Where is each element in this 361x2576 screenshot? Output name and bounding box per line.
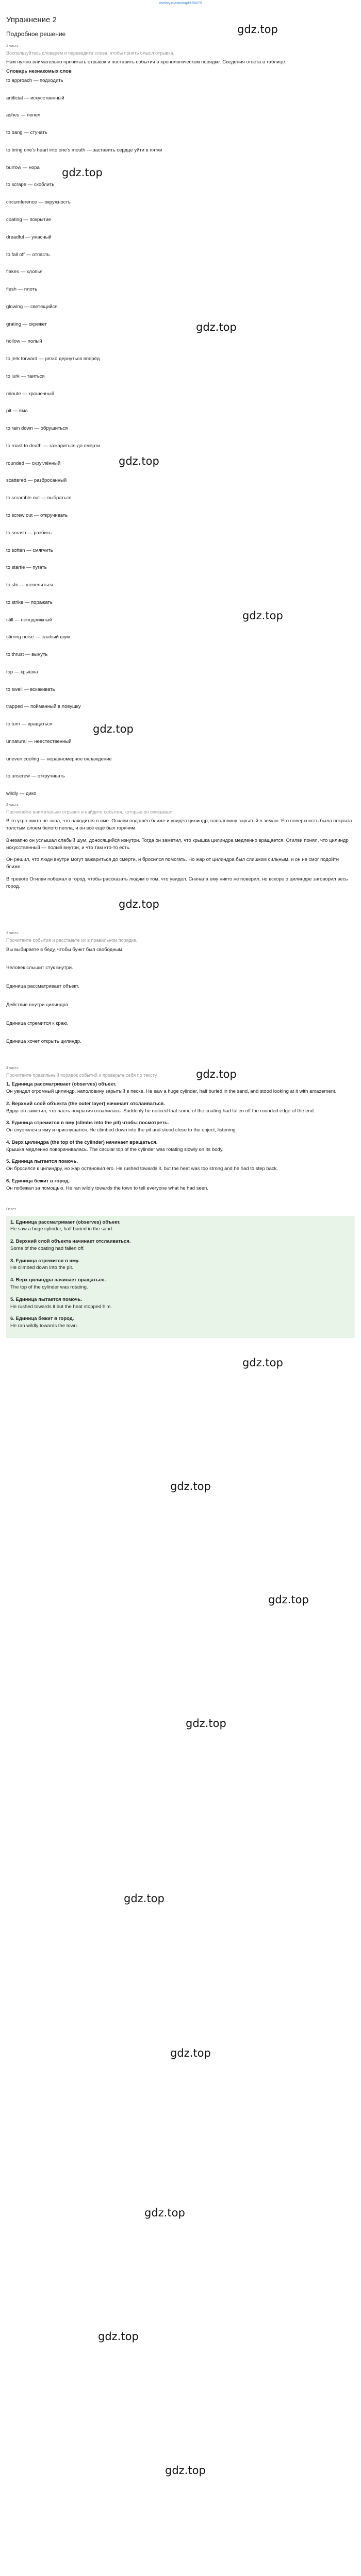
word-item: to scramble out — выбраться <box>6 495 72 501</box>
word-item: to scrape — скоблить <box>6 182 55 188</box>
word-item: to unscrew — откручивать <box>6 773 65 779</box>
page-title: Упражнение 2 <box>6 15 57 24</box>
option-item: Единица рассматривает объект. <box>6 984 79 990</box>
step-item <box>6 1120 355 1134</box>
task-description: Воспользуйтесь словарём и переведите слова, чтобы понять смысл отрывка. <box>6 50 175 56</box>
step-text: Он побежал за помощью. He ran wildly towards the town to tell everyone what he had seen. <box>6 1185 208 1191</box>
word-item: uneven cooling — неравномерное охлаждение <box>6 756 112 762</box>
word-item: to fall off — отпасть <box>6 251 50 258</box>
step-item <box>10 1258 351 1272</box>
word-item: to bang — стучать <box>6 130 47 136</box>
step-heading: 4. Верх цилиндра начинает вращаться. <box>10 1277 106 1283</box>
watermark: gdz.top <box>165 2464 206 2477</box>
step-heading: 6. Единица бежит в город. <box>6 1178 70 1184</box>
word-item: still — неподвижный <box>6 617 52 623</box>
task-description: Прочитайте правильный порядок событий и проверьте себя по тексту. <box>6 1073 158 1078</box>
word-item: burrow — нора <box>6 164 40 171</box>
word-item: unnatural — неестественный <box>6 738 72 744</box>
word-item: grating — скрежет <box>6 321 47 327</box>
watermark: gdz.top <box>98 2330 139 2343</box>
watermark: gdz.top <box>196 321 237 333</box>
steps-list <box>6 1081 355 1192</box>
watermark: gdz.top <box>242 1357 283 1369</box>
word-item: to thrust — вынуть <box>6 652 48 658</box>
option-item: Человек слышит стук внутри. <box>6 965 73 971</box>
task-description: Прочитайте события и расставьте их в правильном порядке. <box>6 938 138 943</box>
word-item: artificial — искусственный <box>6 95 64 101</box>
step-heading: 6. Единица бежит в город. <box>10 1316 74 1322</box>
passage-paragraph: В то утро никто не знал, что находится в яме. Огилви подошёл ближе и увидел цилиндр, наполовину зарытый в землю. Его поверхность была покрыта толстым слоем белого пепла, и он всё ещё был горячим. <box>6 818 352 831</box>
watermark: gdz.top <box>170 2047 211 2059</box>
watermark: gdz.top <box>268 1594 309 1606</box>
word-item: stirring noise — слабый шум <box>6 634 70 640</box>
step-text: He ran wildly towards the town. <box>10 1323 78 1329</box>
watermark: gdz.top <box>170 1480 211 1493</box>
task-label: 4 часть <box>6 1066 19 1071</box>
watermark: gdz.top <box>119 455 159 467</box>
step-item <box>10 1238 351 1252</box>
task-label: 1 часть <box>6 44 19 48</box>
step-text: Он бросился к цилиндру, но жар остановил его. He rushed towards it, but the heat was too strong and he had to step back. <box>6 1166 278 1172</box>
passage <box>6 818 355 890</box>
watermark: gdz.top <box>144 2207 185 2219</box>
task-label: Ответ <box>6 1208 17 1212</box>
word-item: hollow — полый <box>6 338 42 345</box>
word-item: to stir — шевелиться <box>6 582 53 588</box>
step-item <box>10 1296 351 1311</box>
watermark: gdz.top <box>242 609 283 622</box>
task-intro: Нам нужно внимательно прочитать отрывок и поставить события в хронологическом порядке. Сведения ответа в таблице. <box>6 59 287 65</box>
watermark: gdz.top <box>93 723 134 735</box>
watermark: gdz.top <box>196 1068 237 1080</box>
word-item: to smash — разбить <box>6 530 52 536</box>
word-item: to turn — вращаться <box>6 721 53 727</box>
passage-paragraph: В тревоге Огилви побежал в город, чтобы рассказать людям о том, что увидел. Сначала ему никто не поверил, но вскоре о цилиндре заговорил весь город. <box>6 876 348 889</box>
passage-paragraph: Внезапно он услышал слабый шум, доносящийся изнутри. Тогда он заметил, что крышка цилиндра медленно вращается. Огилви понял, что цилиндр искусственный — полый внутри, и что там кто-то есть. <box>6 837 349 851</box>
word-item: circumference — окружность <box>6 199 71 206</box>
word-item: to swell — вскакивать <box>6 686 55 692</box>
word-item: to approach — подходить <box>6 77 63 83</box>
step-item <box>6 1100 355 1115</box>
step-item <box>10 1277 351 1291</box>
word-item: top — крышка <box>6 669 38 675</box>
task-label: 3 часть <box>6 931 19 936</box>
word-item: to roast to death — зажариться до смерти <box>6 443 100 449</box>
word-item: ashes — пепел <box>6 112 41 118</box>
step-heading: 3. Единица стремится в яму. <box>10 1258 79 1264</box>
answer-summary <box>6 1216 355 1338</box>
step-text: Крышка медленно поворачивалась. The circular top of the cylinder was rotating slowly on its body. <box>6 1146 224 1153</box>
word-item: minute — крошечный <box>6 391 54 397</box>
step-heading: 1. Единица рассматривает (observes) объект. <box>6 1081 117 1088</box>
content <box>0 14 361 1338</box>
step-heading: 4. Верх цилиндра (the top of the cylinder) начинает вращаться. <box>6 1139 158 1145</box>
step-heading: 5. Единица пытается помочь. <box>6 1159 78 1165</box>
word-item: flesh — плоть <box>6 286 38 293</box>
top-link[interactable]: realisty.ru/catalog/id-56879 <box>159 2 202 5</box>
word-item: to strike — поражать <box>6 599 53 605</box>
word-item: to lurk — таиться <box>6 373 45 379</box>
step-text: He climbed down into the pit. <box>10 1265 73 1271</box>
word-item: to bring one’s heart into one’s mouth — заставить сердце уйти в пятки <box>6 147 162 153</box>
step-text: He rushed towards it but the heat stopped him. <box>10 1303 112 1310</box>
word-item: trapped — пойманный в ловушку <box>6 704 81 710</box>
passage-paragraph: Он решил, что люди внутри могут зажариться до смерти, и бросился помогать. Но жар от цилиндра был слишком сильным, и он не смог подойти ближе. <box>6 857 339 870</box>
word-item: to screw out — откручивать <box>6 513 68 518</box>
word-item: scattered — разбросанный <box>6 478 67 484</box>
word-item: flakes — хлопья <box>6 269 43 275</box>
step-text: The top of the cylinder was rotating. <box>10 1284 88 1290</box>
option-item: Единица стремится к краю. <box>6 1020 69 1026</box>
watermark: gdz.top <box>119 898 159 910</box>
word-item: rounded — скруглённый <box>6 460 61 466</box>
step-text: Он увидел огромный цилиндр, наполовину зарытый в песке. He saw a huge cylinder, half buried in the sand, and stood looking at it with amazement. <box>6 1089 337 1095</box>
word-item: wildly — дико <box>6 791 37 797</box>
option-item: Действие внутри цилиндра. <box>6 1002 70 1008</box>
page-subtitle: Подробное решение <box>6 30 66 38</box>
step-heading: 3. Единица стремится в яму (climbs into the pit) чтобы посмотреть. <box>6 1120 169 1126</box>
step-heading: 2. Верхний слой объекта (the outer layer) начинает отслаиваться. <box>6 1100 165 1107</box>
word-item: to soften — смягчить <box>6 547 53 553</box>
step-heading: 5. Единица пытается помочь. <box>10 1296 83 1302</box>
watermark: gdz.top <box>237 23 278 36</box>
watermark: gdz.top <box>186 1717 226 1730</box>
options-list <box>6 946 355 1046</box>
word-item: dreadful — ужасный <box>6 234 52 240</box>
step-heading: 2. Верхний слой объекта начинает отслаиваться. <box>10 1239 131 1245</box>
step-text: He saw a huge cylinder, half buried in the sand. <box>10 1226 113 1232</box>
step-item <box>6 1158 355 1173</box>
word-item: pit — яма <box>6 408 28 414</box>
watermark: gdz.top <box>124 1892 165 1905</box>
step-heading: 1. Единица рассматривает (observes) объект. <box>10 1219 121 1225</box>
word-item: to rain down — обрушиться <box>6 426 68 432</box>
step-item <box>10 1315 351 1330</box>
word-item: coating — покрытие <box>6 216 52 223</box>
words-heading: Словарь незнакомых слов <box>6 69 72 75</box>
step-item <box>10 1219 351 1233</box>
task-description: Прочитайте внимательно отрывок и найдите события, которые он описывает. <box>6 809 174 815</box>
option-item: Единица хочет открыть цилиндр. <box>6 1039 81 1045</box>
step-item <box>6 1178 355 1192</box>
step-text: Вдруг он заметил, что часть покрытия отвалилась. Suddenly he noticed that some of the coating had fallen off the rounded edge of the end. <box>6 1108 315 1114</box>
word-item: to startle — пугать <box>6 565 47 571</box>
step-text: Some of the coating had fallen off. <box>10 1245 85 1251</box>
option-item: Вы выбираете в беду, чтобы бункт был свободным. <box>6 946 124 953</box>
step-item <box>6 1139 355 1154</box>
word-item: glowing — светящийся <box>6 303 58 310</box>
word-list <box>6 77 355 798</box>
watermark: gdz.top <box>62 166 103 179</box>
task-label: 2 часть <box>6 803 19 807</box>
step-item <box>6 1081 355 1095</box>
word-item: to jerk forward — резко дернуться вперёд <box>6 356 100 362</box>
step-text: Он спустился в яму и прислушался. He climbed down into the pit and stood close to the object, listening. <box>6 1127 237 1133</box>
